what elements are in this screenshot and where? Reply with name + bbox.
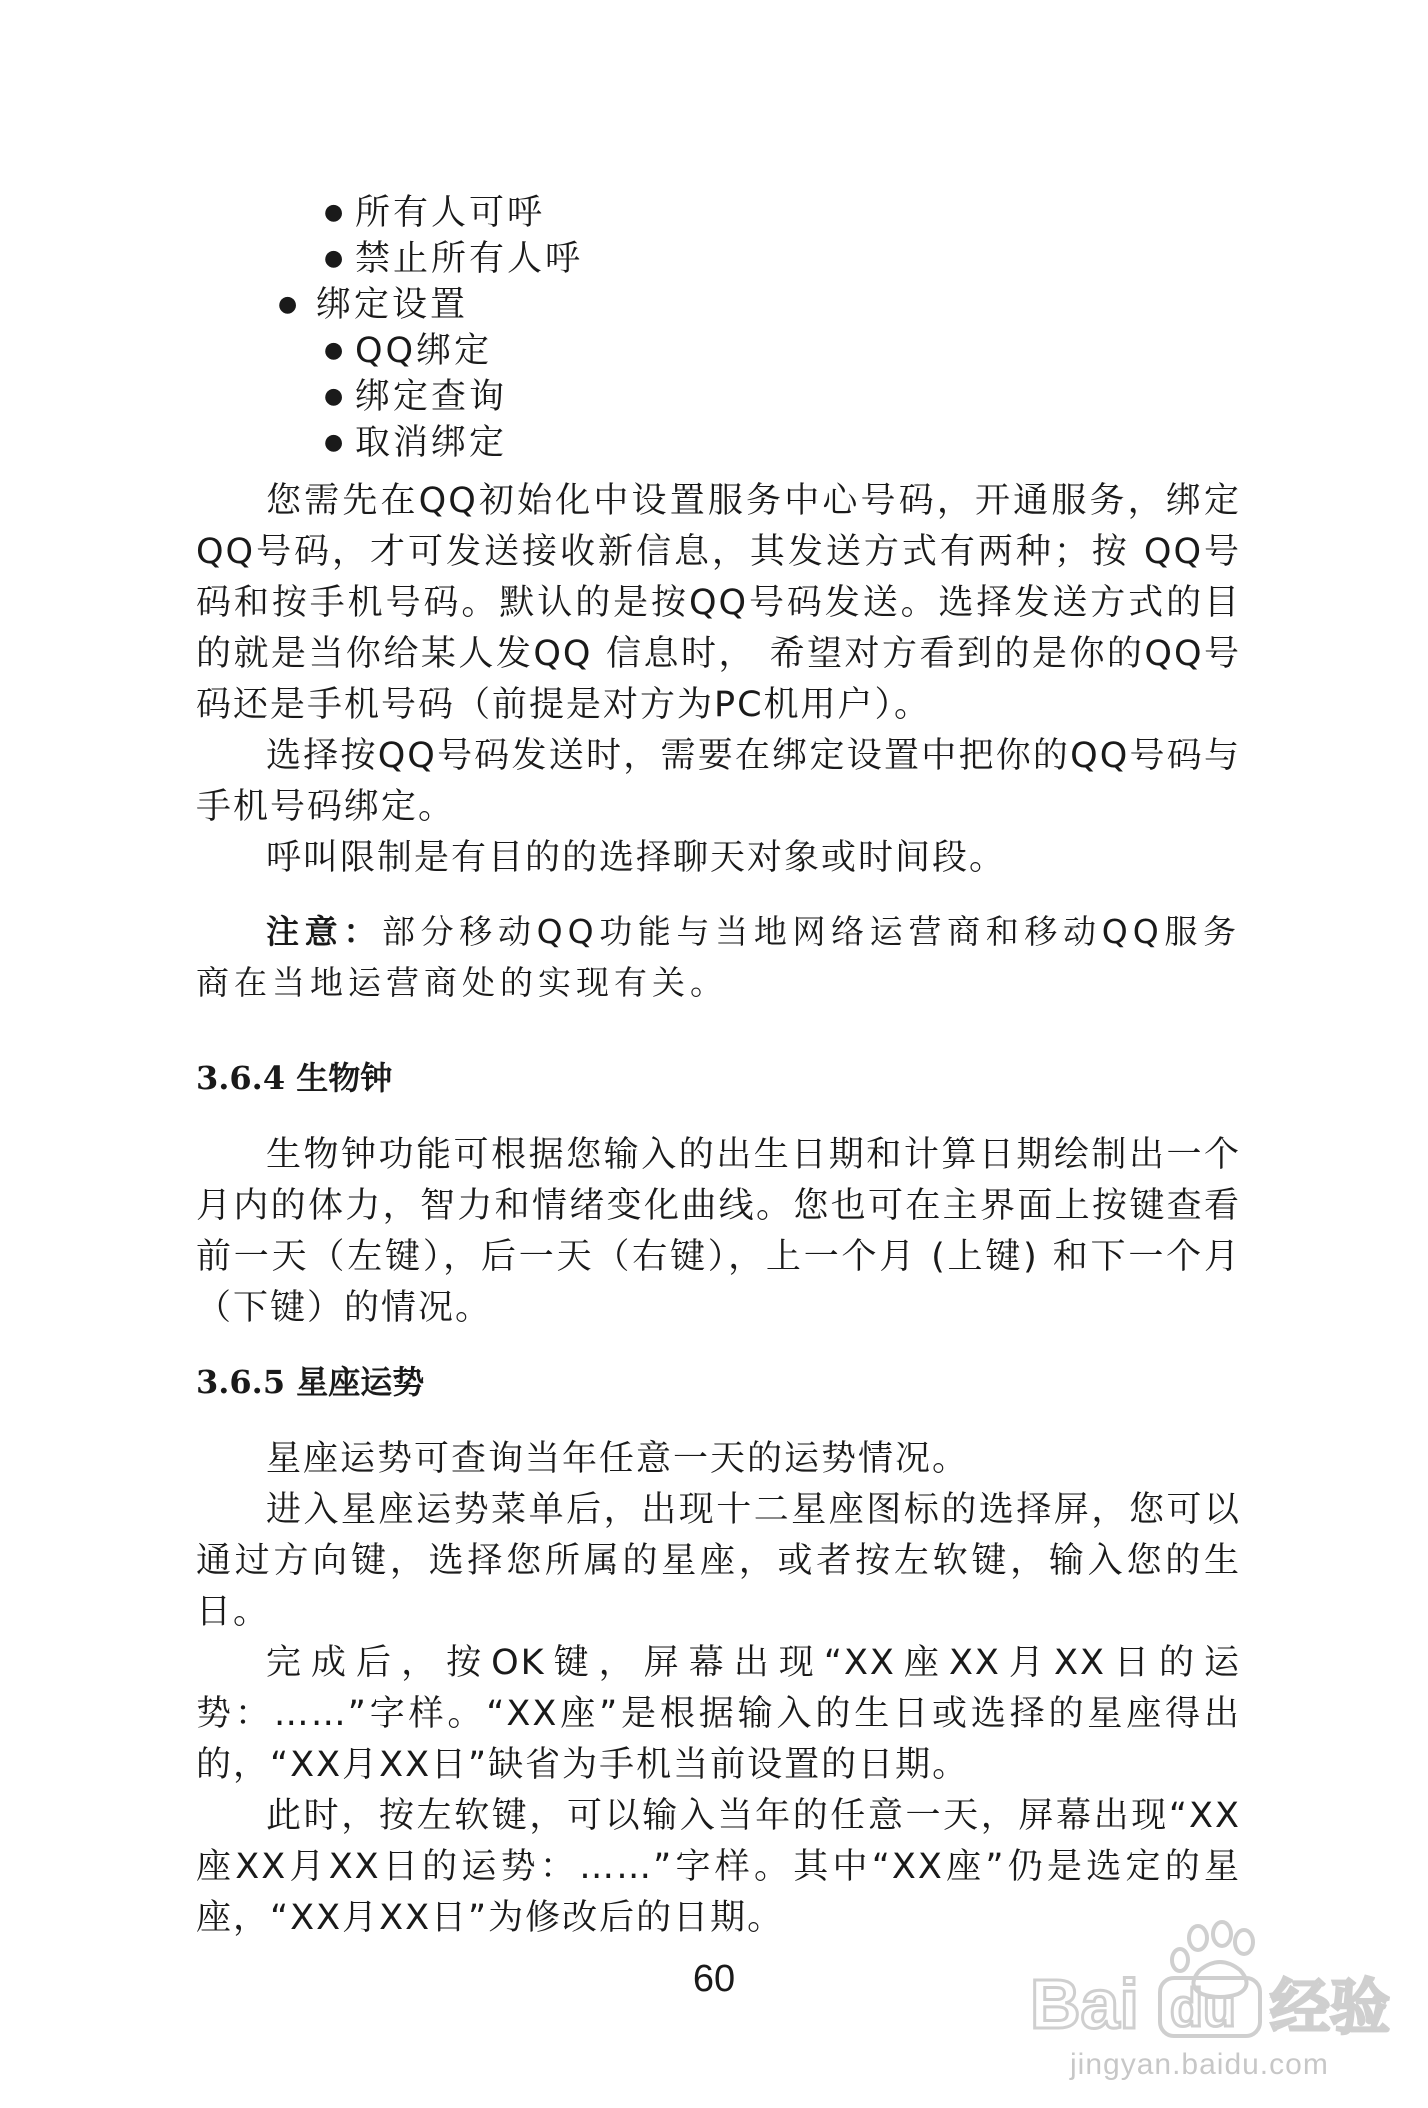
settings-bullet-list	[196, 190, 1241, 466]
bullet-bind-settings: ● 绑定设置	[196, 282, 1241, 328]
note-label: 注意：	[266, 912, 382, 951]
paragraph-send-method: 您需先在QQ初始化中设置服务中心号码，开通服务，绑定QQ号码，才可发送接收新信息，其发送方式有两种；按 QQ号码和按手机号码。默认的是按QQ号码发送。选择发送方式的目的就是当你给某人发QQ 信息时， 希望对方看到的是你的QQ号码还是手机号码（前提是对方为PC机用户）。	[196, 481, 1241, 725]
watermark-url: jingyan.baidu.com	[1070, 2048, 1329, 2081]
paragraph-horoscope-ok: 完成后，按OK键，屏幕出现“XX座XX月XX日的运势：……”字样。“XX座”是根据输入的生日或选择的星座得出的，“XX月XX日”缺省为手机当前设置的日期。	[196, 1643, 1241, 1785]
bullet-cancel-bind: ● 取消绑定	[196, 420, 1241, 466]
svg-text:Bai: Bai	[1030, 1965, 1139, 2040]
note-text: 部分移动QQ功能与当地网络运营商和移动QQ服务商在当地运营商处的实现有关。	[196, 912, 1241, 1002]
baidu-jingyan-watermark	[1030, 1920, 1410, 2090]
bullet-call-forbid-all: ● 禁止所有人呼	[196, 236, 1241, 282]
paragraph-horoscope-intro: 星座运势可查询当年任意一天的运势情况。	[266, 1439, 970, 1479]
page-content	[196, 190, 1241, 1944]
bullet-bind-query: ● 绑定查询	[196, 374, 1241, 420]
svg-text:du: du	[1170, 1978, 1236, 2038]
paragraph-biorhythm: 生物钟功能可根据您输入的出生日期和计算日期绘制出一个月内的体力，智力和情绪变化曲线。您也可在主界面上按键查看前一天（左键），后一天（右键），上一个月 (上键) 和下一个月（下键）的情况。	[196, 1135, 1241, 1328]
bullet-call-allow-all: ● 所有人可呼	[196, 190, 1241, 236]
paragraph-call-restriction: 呼叫限制是有目的的选择聊天对象或时间段。	[266, 838, 1007, 878]
baidu-logo-icon	[1030, 1920, 1410, 2040]
note-block	[196, 906, 1241, 1008]
page-number: 60	[692, 1958, 736, 2000]
section-title-horoscope: 3.6.5 星座运势	[196, 1363, 425, 1401]
paragraph-horoscope-select: 进入星座运势菜单后，出现十二星座图标的选择屏，您可以通过方向键，选择您所属的星座，或者按左软键，输入您的生日。	[196, 1490, 1241, 1632]
paragraph-bind-note: 选择按QQ号码发送时，需要在绑定设置中把你的QQ号码与手机号码绑定。	[196, 736, 1241, 827]
bullet-qq-bind: ● QQ绑定	[196, 328, 1241, 374]
section-title-biorhythm: 3.6.4 生物钟	[196, 1059, 393, 1097]
paragraph-horoscope-modify: 此时，按左软键，可以输入当年的任意一天，屏幕出现“XX座XX月XX日的运势：……”字样。其中“XX座”仍是选定的星座，“XX月XX日”为修改后的日期。	[196, 1796, 1241, 1938]
svg-text:经验: 经验	[1270, 1973, 1390, 2040]
